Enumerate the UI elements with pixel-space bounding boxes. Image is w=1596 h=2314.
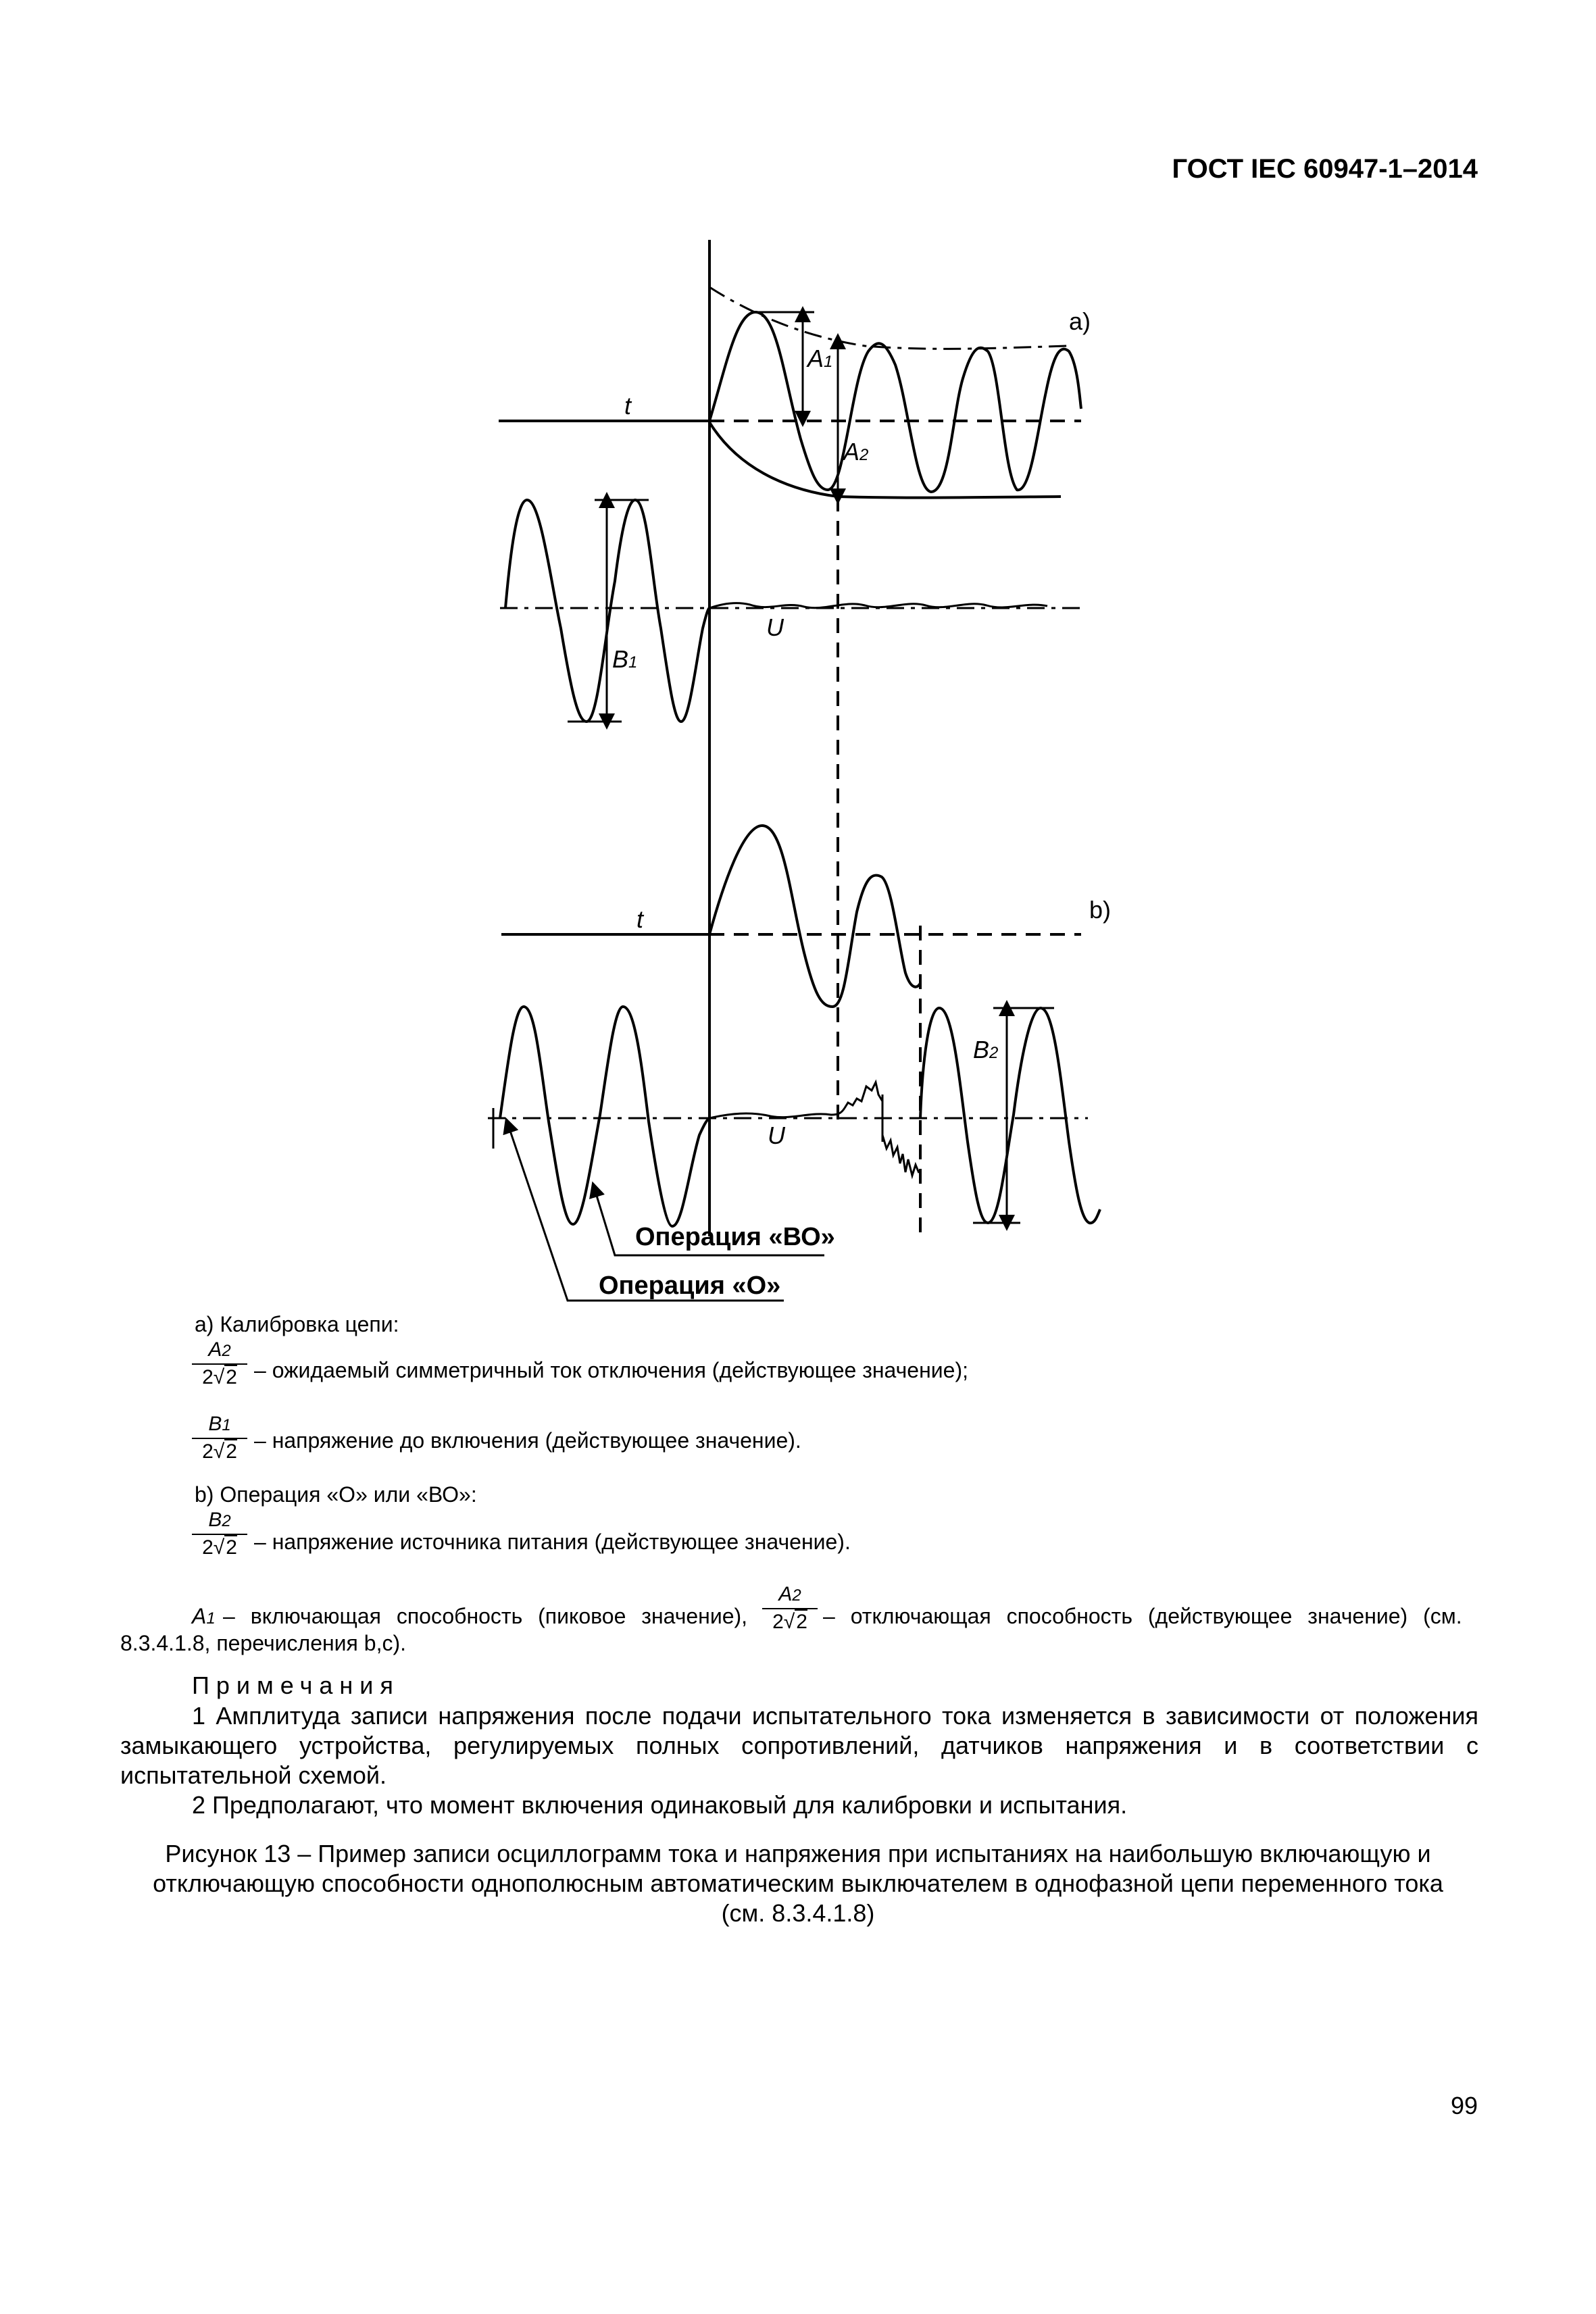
- B2-label: B2: [973, 1036, 999, 1063]
- legend-a1-fraction: $\frac{A2}{2√2}$: [192, 1338, 247, 1390]
- op-o-label: Операция «О»: [599, 1272, 781, 1300]
- definition-text-2: – отключающая способность (действующее значение) (см.: [823, 1604, 1462, 1628]
- panel-a-label: a): [1069, 307, 1091, 335]
- B1-label: B1: [612, 645, 638, 673]
- definition-text-1: – включающая способность (пиковое значение),: [223, 1604, 748, 1628]
- notes-title: Примечания: [192, 1671, 400, 1699]
- legend-a1-text: – ожидаемый симметричный ток отключения (действующее значение);: [254, 1358, 968, 1382]
- op-bo-label: Операция «ВО»: [635, 1223, 835, 1251]
- time-label-a: t: [624, 392, 632, 420]
- page-number: 99: [1450, 2092, 1478, 2119]
- A1-label: A1: [807, 345, 833, 372]
- legend-a-title: a) Калибровка цепи:: [195, 1312, 399, 1336]
- recovery-voltage-wave: [920, 1008, 1100, 1223]
- legend-a2-text: – напряжение до включения (действующее значение).: [254, 1428, 801, 1453]
- definition-A1: A1: [192, 1604, 216, 1628]
- voltage-label-a: U: [766, 613, 784, 641]
- legend-a2-fraction: $\frac{B1}{2√2}$: [192, 1412, 247, 1465]
- definition-fraction: $\frac{A2}{2√2}$: [762, 1582, 818, 1635]
- note-2: 2 Предполагают, что момент включения одинаковый для калибровки и испытания.: [192, 1791, 1128, 1819]
- time-label-b: t: [637, 905, 644, 933]
- current-wave-a: [709, 312, 1081, 492]
- definition-text-3: 8.3.4.1.8, перечисления b,c).: [120, 1631, 406, 1655]
- legend-b1-fraction: $\frac{B2}{2√2}$: [192, 1508, 247, 1561]
- upper-envelope: [709, 287, 1068, 349]
- A2-label: A2: [843, 438, 869, 466]
- standard-header: ГОСТ IEC 60947-1–2014: [1172, 154, 1478, 184]
- voltage-ripple-a: [709, 603, 1047, 608]
- figure-caption-line3: (см. 8.3.4.1.8): [721, 1899, 875, 1927]
- legend-b-title: b) Операция «О» или «ВО»:: [195, 1482, 477, 1507]
- figure-caption-line1: Рисунок 13 – Пример записи осциллограмм тока и напряжения при испытаниях на наибольшую включающую и: [165, 1840, 1431, 1867]
- current-wave-b: [709, 826, 920, 1007]
- legend-b1-text: – напряжение источника питания (действующее значение).: [254, 1530, 851, 1554]
- note-1: 1 Амплитуда записи напряжения после подачи испытательного тока изменяется в зависимости от положения замыкающего устройства, регулируемых полных сопротивлений, датчиков напряжения и в соответствии с испытательной схемой.: [120, 1702, 1478, 1789]
- panel-b-label: b): [1089, 896, 1112, 924]
- voltage-ripple-b: [709, 1108, 845, 1118]
- figure-caption-line2: отключающую способности однополюсным автоматическим выключателем в однофазной цепи переменного тока: [153, 1869, 1443, 1897]
- voltage-label-b: U: [768, 1122, 785, 1149]
